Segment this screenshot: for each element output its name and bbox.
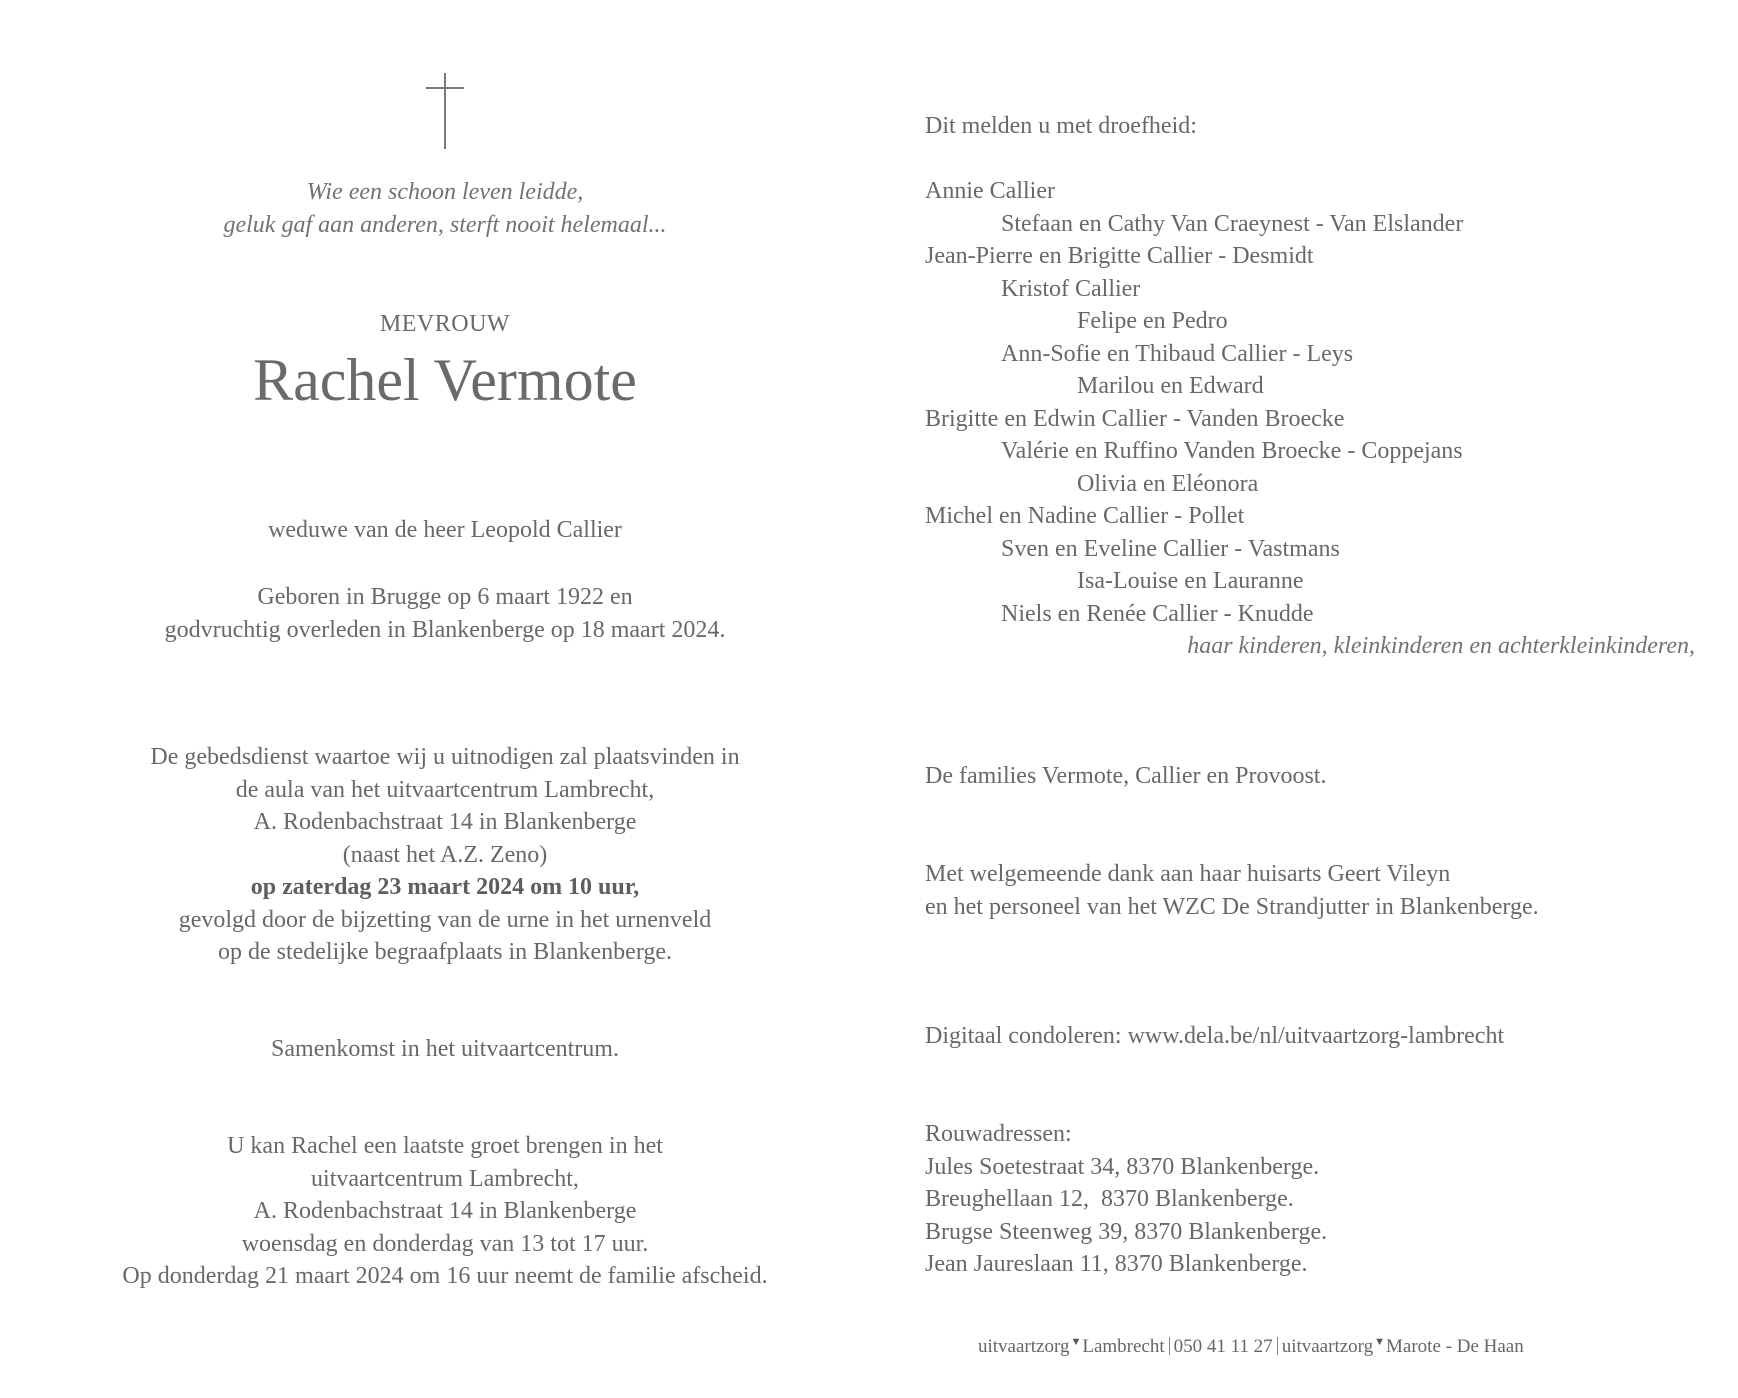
announcement-intro	[925, 110, 1715, 143]
page-title: Rachel Vermote	[253, 347, 637, 413]
service-line: (naast het A.Z. Zeno)	[342, 841, 548, 868]
farewell-line: A. Rodenbachstraat 14 in Blankenberge	[253, 1198, 637, 1224]
phone-number: 050 41 11 27	[1173, 1336, 1273, 1357]
family-list	[925, 175, 1715, 663]
farewell-line: woensdag en donderdag van 13 tot 17 uur.	[241, 1230, 649, 1257]
service-line: de aula van het uitvaartcentrum Lambrecht,	[235, 776, 655, 803]
condolences-link[interactable]: Digitaal condoleren: www.dela.be/nl/uitvaartzorg-lambrecht	[925, 1023, 1505, 1049]
family-member: Kristof Callier	[1001, 275, 1141, 302]
families-block	[925, 760, 1715, 793]
address-line: Brugse Steenweg 39, 8370 Blankenberge.	[925, 1218, 1328, 1245]
service-line: A. Rodenbachstraat 14 in Blankenberge	[253, 809, 637, 835]
address-line: Breughellaan 12, 8370 Blankenberge.	[925, 1186, 1294, 1212]
birth-line: Geboren in Brugge op 6 maart 1922 en	[257, 584, 633, 610]
triangle-marker-icon: ▼	[1070, 1336, 1082, 1348]
brand1-prefix: uitvaartzorg	[978, 1336, 1070, 1357]
brand2-name: Marote - De Haan	[1386, 1336, 1524, 1357]
family-member: Niels en Renée Callier - Knudde	[1001, 600, 1314, 627]
condolences-block	[925, 1020, 1715, 1053]
service-line: De gebedsdienst waartoe wij u uitnodigen zal plaatsvinden in	[150, 744, 740, 770]
family-member: Annie Callier	[925, 178, 1055, 204]
family-member: Felipe en Pedro	[1077, 308, 1228, 334]
brand1-name: Lambrecht	[1082, 1336, 1165, 1357]
family-member: Valérie en Ruffino Vanden Broecke - Coppejans	[1001, 438, 1463, 464]
family-member: Sven en Eveline Callier - Vastmans	[1001, 535, 1340, 562]
separator-bar	[1277, 1337, 1278, 1355]
thanks-line: en het personeel van het WZC De Strandjutter in Blankenberge.	[925, 893, 1539, 920]
intro-text: Dit melden u met droefheid:	[925, 113, 1197, 139]
quote-line: geluk gaf aan anderen, sterft nooit helemaal...	[223, 211, 667, 238]
family-member: Olivia en Eléonora	[1077, 470, 1259, 497]
service-block	[0, 741, 890, 969]
cross-horizontal-bar	[426, 87, 464, 89]
service-datetime: op zaterdag 23 maart 2024 om 10 uur,	[250, 874, 640, 900]
honorific	[0, 308, 890, 341]
farewell-line: Op donderdag 21 maart 2024 om 16 uur neemt de familie afscheid.	[122, 1263, 768, 1289]
address-line: Jules Soetestraat 34, 8370 Blankenberge.	[925, 1153, 1320, 1180]
families-text: De families Vermote, Callier en Provoost.	[925, 763, 1327, 789]
family-member: Jean-Pierre en Brigitte Callier - Desmidt	[925, 243, 1314, 269]
family-member: Stefaan en Cathy Van Craeynest - Van Elslander	[1001, 210, 1464, 237]
quote-line: Wie een schoon leven leidde,	[306, 179, 584, 205]
memorial-quote	[0, 176, 890, 241]
cross-vertical-bar	[444, 73, 446, 149]
family-caption: haar kinderen, kleinkinderen en achterkleinkinderen,	[1187, 633, 1695, 659]
address-line: Jean Jaureslaan 11, 8370 Blankenberge.	[925, 1251, 1308, 1277]
deceased-name	[0, 345, 890, 415]
service-line: gevolgd door de bijzetting van de urne in het urnenveld	[178, 906, 712, 933]
family-member: Marilou en Edward	[1077, 373, 1264, 399]
death-line: godvruchtig overleden in Blankenberge op 18 maart 2024.	[164, 616, 726, 643]
gathering-text: Samenkomst in het uitvaartcentrum.	[271, 1036, 619, 1062]
gathering-block	[0, 1033, 890, 1066]
family-member: Brigitte en Edwin Callier - Vanden Broecke	[925, 405, 1345, 432]
cross-icon	[426, 73, 464, 149]
farewell-line: U kan Rachel een laatste groet brengen in het	[227, 1133, 663, 1159]
widow-text: weduwe van de heer Leopold Callier	[268, 517, 622, 543]
addresses-label: Rouwadressen:	[925, 1121, 1072, 1147]
family-member: Ann-Sofie en Thibaud Callier - Leys	[1001, 340, 1354, 367]
honorific-label: MEVROUW	[379, 311, 511, 337]
separator-bar	[1169, 1337, 1170, 1355]
family-member: Isa-Louise en Lauranne	[1077, 568, 1304, 594]
brand2-prefix: uitvaartzorg	[1281, 1336, 1374, 1357]
triangle-marker-icon: ▼	[1374, 1336, 1386, 1348]
thanks-line: Met welgemeende dank aan haar huisarts Geert Vileyn	[925, 861, 1451, 887]
farewell-block	[0, 1130, 890, 1293]
funeral-home-footer	[978, 1336, 1524, 1358]
family-member: Michel en Nadine Callier - Pollet	[925, 503, 1245, 529]
thanks-block	[925, 858, 1715, 923]
addresses-block	[925, 1118, 1715, 1281]
birth-death-block	[0, 581, 890, 646]
farewell-line: uitvaartcentrum Lambrecht,	[311, 1165, 579, 1192]
widow-line	[0, 514, 890, 547]
service-line: op de stedelijke begraafplaats in Blankenberge.	[217, 939, 673, 965]
